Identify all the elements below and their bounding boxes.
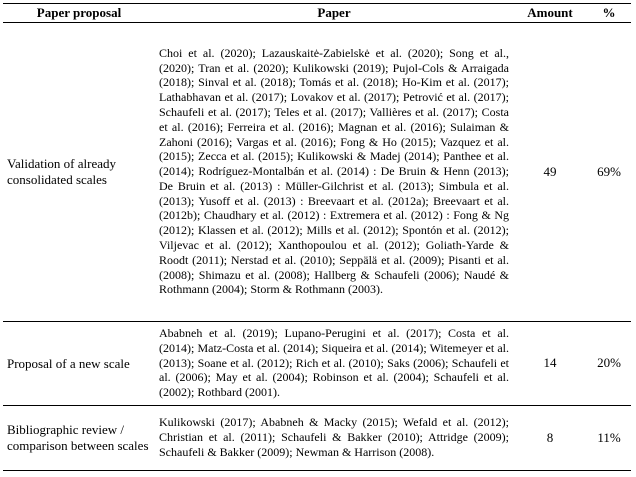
paper-proposal-table	[3, 3, 631, 471]
table-row	[3, 23, 631, 322]
header-percent: %	[587, 4, 631, 23]
row-papers-cell: Kulikowski (2017); Ababneh & Macky (2015); Wefald et al. (2012); Christian et al. (2011); Schaufeli & Bakker (2010); Attridge (2009); Schaufeli & Bakker (2009); Newman & Harrison (2008).	[155, 406, 513, 471]
row-papers-cell: Ababneh et al. (2019); Lupano-Perugini et al. (2017); Costa et al. (2014); Matz-Costa et al. (2014); Siqueira et al. (2014); Witemeyer et al. (2013); Soane et al. (2012); Rich et al. (2010); Saks (2006); Schaufeli et al. (2006); May et al. (2004); Robinson et al. (2004); Schaufeli et al. (2002); Rothbard (2001).	[155, 322, 513, 406]
header-paper: Paper	[155, 4, 513, 23]
header-paper-proposal: Paper proposal	[3, 4, 155, 23]
header-amount: Amount	[513, 4, 587, 23]
row-proposal-cell: Bibliographic review / comparison between scales	[3, 406, 155, 471]
table-header-row	[3, 4, 631, 23]
table-row	[3, 406, 631, 471]
table-row	[3, 322, 631, 406]
row-papers-cell: Choi et al. (2020); Lazauskaitė-Zabielskė et al. (2020); Song et al., (2020); Tran et al. (2020); Kulikowski (2019); Pujol-Cols & Arraigada (2018); Sinval et al. (2018); Tomás et al. (2018); Ho-Kim et al. (2017); Lathabhavan et al. (2017); Lovakov et al. (2017); Petrović et al. (2017); Schaufeli et al. (2017); Teles et al. (2017); Vallières et al. (2017); Costa et al. (2016); Ferreira et al. (2016); Magnan et al. (2016); Sulaiman & Zahoni (2016); Vargas et al. (2016); Fong & Ho (2015); Vazquez et al. (2015); Zecca et al. (2015); Kulikowski & Madej (2014); Panthee et al. (2014); Rodríguez-Montalbán et al. (2014) : De Bruin & Henn (2013); De Bruin et al. (2013) : Müller-Gilchrist et al. (2013); Simbula et al. (2013); Yusoff et al. (2013) : Breevaart et al. (2012a); Breevaart et al. (2012b); Chaudhary et al. (2012) : Extremera et al. (2012) : Fong & Ng (2012); Klassen et al. (2012); Mills et al. (2012); Spontón et al. (2012); Viljevac et al. (2012); Xanthopoulou et al. (2012); Goliath-Yarde & Roodt (2011); Nerstad et al. (2010); Seppälä et al. (2009); Pisanti et al. (2008); Shimazu et al. (2008); Hallberg & Schaufeli (2006); Naudé & Rothmann (2004); Storm & Rothmann (2003).	[155, 23, 513, 322]
row-proposal-cell: Proposal of a new scale	[3, 322, 155, 406]
row-percent-cell: 69%	[587, 23, 631, 322]
row-amount-cell: 8	[513, 406, 587, 471]
row-proposal-cell: Validation of already consolidated scales	[3, 23, 155, 322]
row-amount-cell: 14	[513, 322, 587, 406]
row-percent-cell: 11%	[587, 406, 631, 471]
row-amount-cell: 49	[513, 23, 587, 322]
references-table-wrapper	[3, 3, 631, 471]
row-percent-cell: 20%	[587, 322, 631, 406]
